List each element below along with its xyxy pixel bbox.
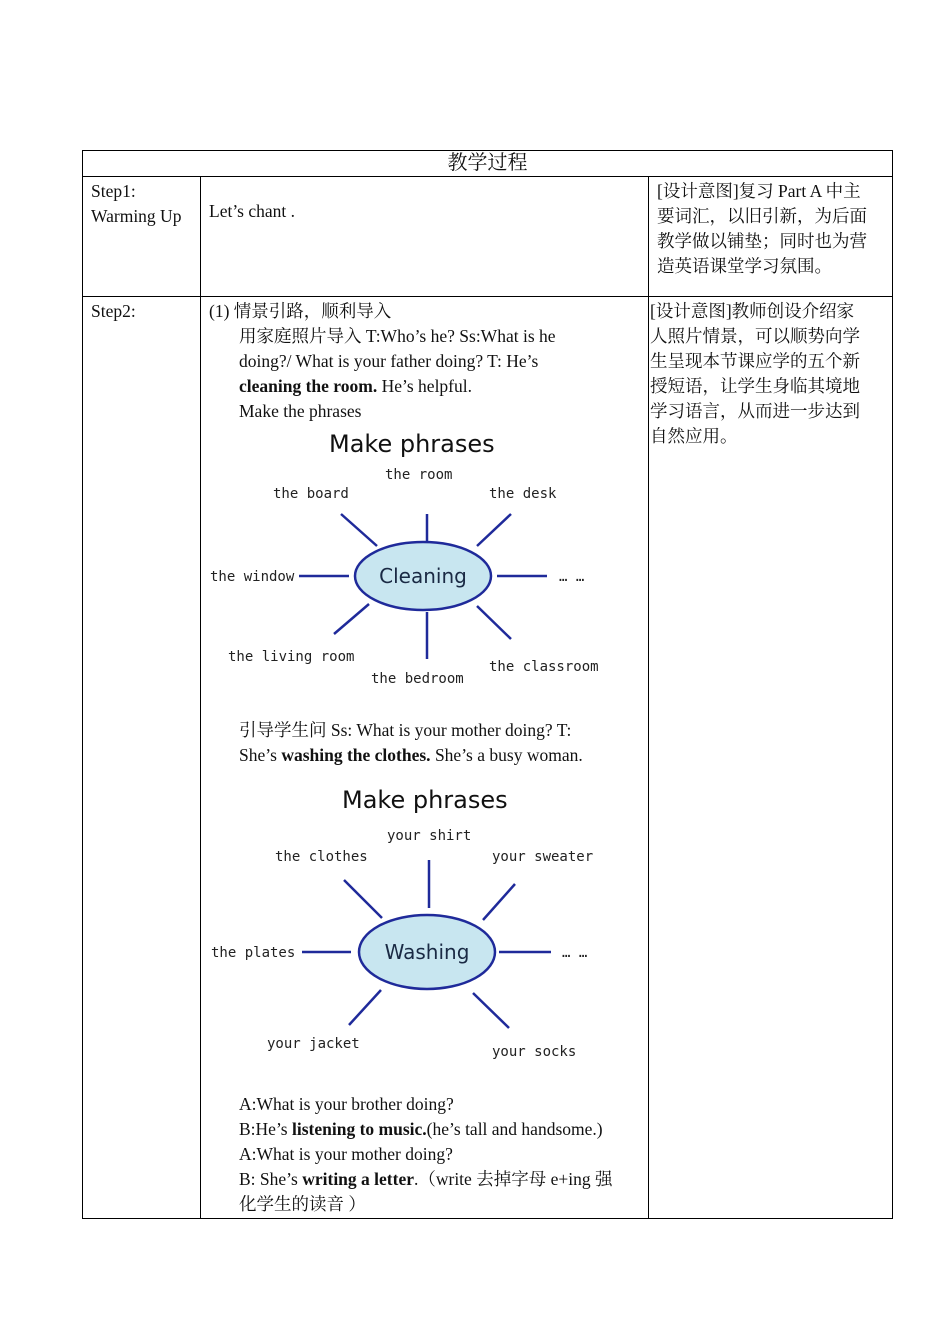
step1-label: Step1: [91,181,136,201]
step2-label: Step2: [91,301,136,321]
ray [349,990,381,1025]
step2-intent-line: 自然应用。 [650,426,738,446]
step1-intent-line: 造英语课堂学习氛围。 [657,256,832,276]
guide-pre: She’s [239,745,282,765]
ray [483,884,515,920]
washing-phrases-diagram [209,768,649,1088]
dialog-pre: B:He’s [239,1119,292,1139]
phrase-label: your sweater [492,849,594,865]
step1-sublabel: Warming Up [91,206,182,226]
phrase-label: the living room [228,649,355,665]
diagram-title: Make phrases [342,786,508,814]
step2-guide-line [209,743,648,768]
ray [341,514,377,546]
dialog-rest: .（write 去掉字母 e+ing 强 [413,1169,613,1189]
phrase-label: the board [273,486,349,502]
phrase-label: … … [559,569,585,585]
step2-item1-title: (1) 情景引路，顺利导入 [209,301,392,321]
intro-rest: He’s helpful. [377,376,472,396]
dialog-line: A:What is your brother doing? [239,1094,454,1114]
step1-intent-line: 教学做以铺垫；同时也为营 [657,231,867,251]
step1-intent-line: 要词汇，以旧引新，为后面 [657,206,867,226]
step1-content: Let’s chant . [209,201,296,221]
step2-content-cell [201,297,649,1219]
key-phrase: washing the clothes. [281,745,431,765]
phrase-label: the plates [211,945,296,961]
step2-label-cell [83,297,201,1219]
ray [344,880,382,918]
step2-intent-line: 授短语，让学生身临其境地 [650,376,860,396]
ray [473,993,509,1028]
step2-guide-line: 引导学生问 Ss: What is your mother doing? T: [239,720,572,740]
step1-intent-cell [649,177,893,297]
phrase-label: the clothes [275,849,368,865]
table-header: 教学过程 [83,151,893,177]
dialog-line [209,1167,648,1192]
step2-intro-line [209,374,648,399]
step2-intro-line: 用家庭照片导入 T:Who’s he? Ss:What is he [239,326,556,346]
diagram-title: Make phrases [329,430,495,458]
dialog-line: A:What is your mother doing? [239,1144,453,1164]
ray [477,606,511,639]
phrase-label: the desk [489,486,557,502]
dialog-line: 化学生的读音 ） [239,1194,366,1214]
dialog-pre: B: She’s [239,1169,303,1189]
key-phrase: listening to music. [292,1119,427,1139]
key-phrase: cleaning the room. [239,376,378,396]
step1-intent-line: [设计意图]复习 Part A 中主 [657,181,861,201]
cleaning-phrases-diagram [209,424,649,714]
guide-rest: She’s a busy woman. [430,745,583,765]
dialog-rest: (he’s tall and handsome.) [426,1119,603,1139]
center-word: Washing [384,940,470,964]
step2-intent-line: 人照片情景，可以顺势向学 [650,326,860,346]
dialog-line [209,1117,648,1142]
step2-intent-line: 生呈现本节课应学的五个新 [650,351,860,371]
phrase-label: … … [562,945,588,961]
phrase-label: the classroom [489,659,599,675]
ray [477,514,511,546]
phrase-label: your socks [492,1044,577,1060]
center-word: Cleaning [379,564,467,588]
step1-content-cell [201,177,649,297]
lesson-process-table [82,150,893,1219]
step2-intro-line: doing?/ What is your father doing? T: He’s [239,351,539,371]
step2-intent-line: [设计意图]教师创设介绍家 [650,301,855,321]
phrase-label: the window [210,569,295,585]
phrase-label: your jacket [267,1036,360,1052]
step2-intent-line: 学习语言，从而进一步达到 [650,401,860,421]
key-phrase: writing a letter [302,1169,414,1189]
make-phrases-text: Make the phrases [239,401,362,421]
step2-intent-cell [649,297,893,1219]
ray [334,604,369,634]
phrase-label: your shirt [387,828,472,844]
phrase-label: the room [385,467,453,483]
step1-label-cell [83,177,201,297]
phrase-label: the bedroom [371,671,464,687]
